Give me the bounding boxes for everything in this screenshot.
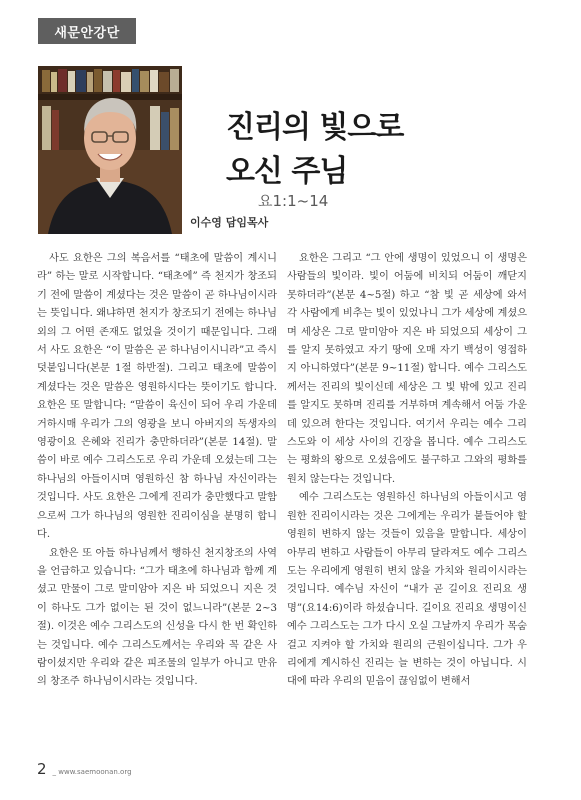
paragraph: 예수 그리스도는 영원하신 하나님의 아들이시고 영원한 진리이시라는 것은 그에게는 우리가 붙들어야 할 영원히 변하지 않는 것들이 있음을 말합니다. 세상이 아무리 변하고 사람들이 아무리 달라져도 예수 그리스도는 우리에게 영원히 변치 않을 가치와 원리이시라는 것입니다. 예수님 자신이 “내가 곧 길이요 진리요 생명”(요14:6)이라 하셨습니다. 길이요 진리요 생명이신 예수 그리스도는 그가 다시 오실 그날까지 우리가 목숨 걸고 지켜야 할 가치와 원리의 근원이십니다. 그가 우리에게 계시하신 진리는 늘 변하는 것이 아닙니다. 시대에 따라 우리의 믿음이 끊임없이 변해서 [287,492,527,688]
left-text-column [37,250,277,692]
author-photo [38,66,182,234]
scripture-reference: 요1:1~14 [258,192,329,210]
site-url: _ www.saemoonan.org [52,768,132,776]
section-tag: 새문안강단 [38,18,136,44]
author-portrait-image [38,66,182,234]
paragraph: 요한은 또 아들 하나님께서 행하신 천지창조의 사역을 언급하고 있습니다: “그가 태초에 하나님과 함께 계셨고 만물이 그로 말미암아 지은 바 되었으니 지은 것이 하나도 그가 없이는 된 것이 없느니라”(본문 2~3절). 이것은 예수 그리스도의 신성을 다시 한 번 확인하는 것입니다. 예수 그리스도께서는 우리와 꼭 같은 사람이셨지만 우리와 같은 피조물의 일부가 아니고 만유의 창조주 하나님이시라는 것입니다. [37,547,277,688]
sermon-title [226,106,556,194]
page-footer [37,760,132,778]
paragraph: 사도 요한은 그의 복음서를 “태초에 말씀이 계시니라” 하는 말로 시작합니다. “태초에” 즉 천지가 창조되기 전에 말씀이 계셨다는 것은 말씀이 곧 하나님이시라는 뜻입니다. 왜냐하면 천지가 창조되기 전에는 하나님 외의 그 어떤 존재도 없었을 것이기 때문입니다. 그래서 사도 요한은 “이 말씀은 곧 하나님이시니라”고 즉시 덧붙입니다(본문 1절 하반절). 그리고 태초에 말씀이 계셨다는 것은 말씀은 영원하시다는 뜻이기도 합니다. 요한은 또 말합니다: “말씀이 육신이 되어 우리 가운데 거하시매 우리가 그의 영광을 보니 아버지의 독생자의 영광이요 은혜와 진리가 충만하더라”(본문 14절). 말씀이 바로 예수 그리스도로 우리 가운데 오셨는데 그는 하나님의 아들이시며 영원하신 참 하나님 자신이라는 것입니다. 사도 요한은 그에게 진리가 충만했다고 말함으로써 그가 하나님의 영원한 진리이심을 분명히 합니다. [37,253,277,541]
page-number: 2 [37,760,47,778]
right-text-column [287,250,527,692]
author-caption: 이수영 담임목사 [190,216,269,229]
title-line-1: 진리의 빛으로 [226,110,404,145]
paragraph: 요한은 그리고 “그 안에 생명이 있었으니 이 생명은 사람들의 빛이라. 빛이 어둠에 비치되 어둠이 깨닫지 못하더라”(본문 4~5절) 하고 “참 빛 곧 세상에 와서 각 사람에게 비추는 빛이 있었나니 그가 세상에 계셨으며 세상은 그로 말미암아 지은 바 되었으되 세상이 그를 알지 못하였고 자기 땅에 오매 자기 백성이 영접하지 아니하였다”(본문 9~11절) 합니다. 예수 그리스도께서는 진리의 빛이신데 세상은 그 빛 밖에 있고 진리를 알지도 못하며 진리를 거부하며 계속해서 어둠 가운데 있으려 한다는 것입니다. 여기서 우리는 예수 그리스도와 이 세상 사이의 긴장을 봅니다. 예수 그리스도는 평화의 왕으로 오셨음에도 불구하고 그와의 평화를 원치 않는다는 것입니다. [287,253,527,485]
title-line-2: 오신 주님 [226,154,348,189]
